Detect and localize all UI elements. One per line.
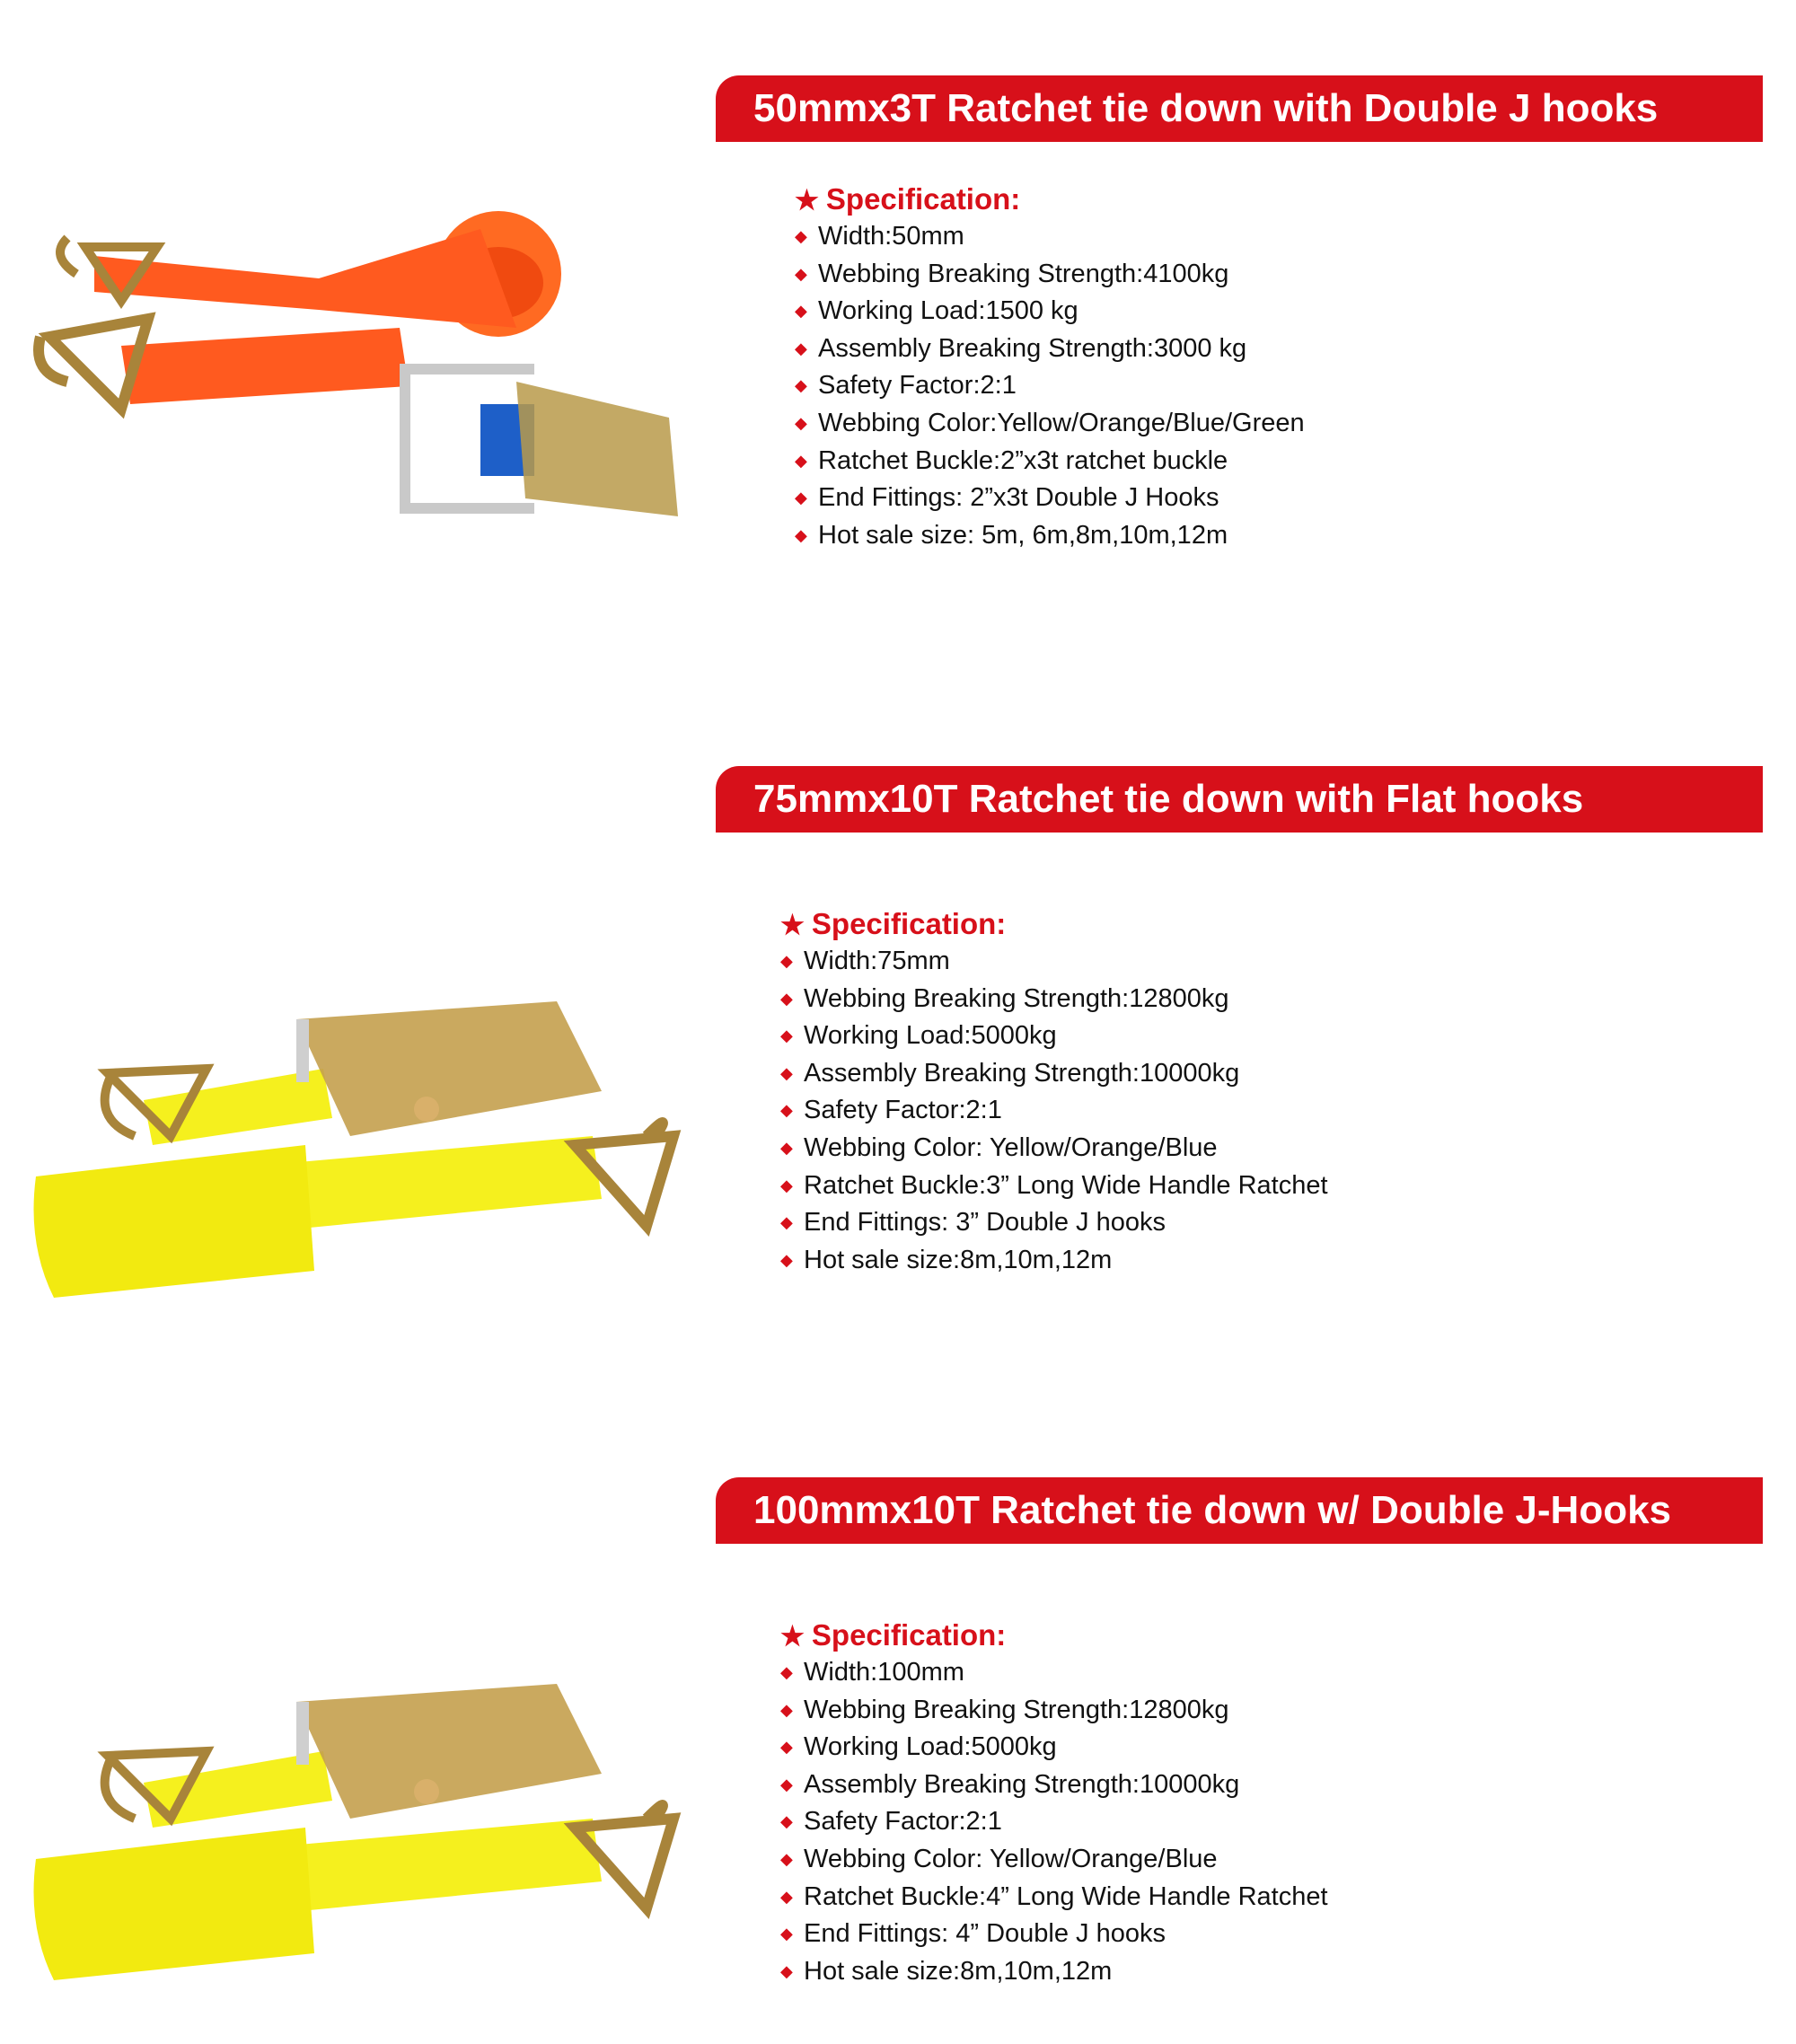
diamond-bullet-icon: ◆: [780, 1101, 793, 1120]
spec-item: ◆ Assembly Breaking Strength:10000kg: [780, 1766, 1328, 1804]
specification-list-3: [780, 1617, 1328, 1990]
diamond-bullet-icon: ◆: [780, 1849, 793, 1868]
diamond-bullet-icon: ◆: [795, 413, 807, 432]
spec-item: ◆ Ratchet Buckle:2”x3t ratchet buckle: [795, 443, 1305, 480]
star-icon: ★: [780, 1622, 805, 1652]
diamond-bullet-icon: ◆: [780, 1700, 793, 1719]
spec-item: ◆ End Fittings: 3” Double J hooks: [780, 1204, 1328, 1242]
diamond-bullet-icon: ◆: [795, 451, 807, 470]
diamond-bullet-icon: ◆: [780, 1026, 793, 1045]
spec-item: ◆ End Fittings: 4” Double J hooks: [780, 1916, 1328, 1953]
spec-item: ◆ Webbing Breaking Strength:12800kg: [780, 1692, 1328, 1730]
spec-heading: ★ Specification:: [795, 182, 1021, 216]
diamond-bullet-icon: ◆: [780, 1176, 793, 1194]
product-title-1: 50mmx3T Ratchet tie down with Double J hooks: [716, 75, 1763, 142]
yellow-ratchet-strap-image: [27, 983, 691, 1316]
diamond-bullet-icon: ◆: [780, 952, 793, 970]
spec-item: ◆ Safety Factor:2:1: [780, 1092, 1328, 1130]
spec-item: ◆ Ratchet Buckle:3” Long Wide Handle Ratchet: [780, 1167, 1328, 1205]
yellow-ratchet-strap-image: [27, 1666, 691, 1998]
spec-item: ◆ Working Load:5000kg: [780, 1729, 1328, 1766]
diamond-bullet-icon: ◆: [780, 989, 793, 1008]
diamond-bullet-icon: ◆: [780, 1138, 793, 1157]
diamond-bullet-icon: ◆: [795, 525, 807, 544]
spec-item: ◆ Hot sale size:8m,10m,12m: [780, 1953, 1328, 1991]
diamond-bullet-icon: ◆: [780, 1812, 793, 1831]
diamond-bullet-icon: ◆: [780, 1063, 793, 1082]
diamond-bullet-icon: ◆: [795, 339, 807, 357]
diamond-bullet-icon: ◆: [780, 1887, 793, 1906]
diamond-bullet-icon: ◆: [795, 264, 807, 283]
spec-item: ◆ Safety Factor:2:1: [780, 1803, 1328, 1841]
spec-item: ◆ Assembly Breaking Strength:10000kg: [780, 1055, 1328, 1093]
spec-item: ◆ Webbing Breaking Strength:4100kg: [795, 256, 1305, 294]
diamond-bullet-icon: ◆: [780, 1925, 793, 1943]
diamond-bullet-icon: ◆: [795, 376, 807, 395]
diamond-bullet-icon: ◆: [780, 1250, 793, 1269]
spec-item: ◆ Assembly Breaking Strength:3000 kg: [795, 330, 1305, 368]
spec-item: ◆ Webbing Color: Yellow/Orange/Blue: [780, 1130, 1328, 1167]
star-icon: ★: [795, 186, 819, 216]
spec-item: ◆ Working Load:1500 kg: [795, 293, 1305, 330]
spec-item: ◆ Hot sale size: 5m, 6m,8m,10m,12m: [795, 517, 1305, 555]
diamond-bullet-icon: ◆: [795, 489, 807, 507]
spec-heading: ★ Specification:: [780, 907, 1007, 940]
spec-item: ◆ Working Load:5000kg: [780, 1018, 1328, 1055]
spec-item: ◆ Width:50mm: [795, 218, 1305, 256]
product-title-3: 100mmx10T Ratchet tie down w/ Double J-Hooks: [716, 1477, 1763, 1544]
diamond-bullet-icon: ◆: [780, 1775, 793, 1793]
spec-item: ◆ Webbing Color: Yellow/Orange/Blue: [780, 1841, 1328, 1879]
product-title-2: 75mmx10T Ratchet tie down with Flat hooks: [716, 766, 1763, 833]
spec-item: ◆ Webbing Breaking Strength:12800kg: [780, 981, 1328, 1018]
diamond-bullet-icon: ◆: [780, 1213, 793, 1232]
spec-item: ◆ Width:75mm: [780, 943, 1328, 981]
spec-item: ◆ Webbing Color:Yellow/Orange/Blue/Green: [795, 405, 1305, 443]
specification-list-2: [780, 905, 1328, 1279]
star-icon: ★: [780, 911, 805, 940]
diamond-bullet-icon: ◆: [780, 1738, 793, 1757]
spec-item: ◆ End Fittings: 2”x3t Double J Hooks: [795, 480, 1305, 517]
orange-ratchet-strap-image: [13, 193, 696, 543]
diamond-bullet-icon: ◆: [780, 1961, 793, 1980]
diamond-bullet-icon: ◆: [795, 302, 807, 321]
diamond-bullet-icon: ◆: [780, 1663, 793, 1681]
spec-item: ◆ Width:100mm: [780, 1654, 1328, 1692]
spec-item: ◆ Safety Factor:2:1: [795, 367, 1305, 405]
spec-item: ◆ Hot sale size:8m,10m,12m: [780, 1242, 1328, 1280]
spec-item: ◆ Ratchet Buckle:4” Long Wide Handle Ratchet: [780, 1879, 1328, 1916]
specification-list-1: [795, 181, 1305, 554]
spec-heading: ★ Specification:: [780, 1618, 1007, 1652]
diamond-bullet-icon: ◆: [795, 227, 807, 245]
